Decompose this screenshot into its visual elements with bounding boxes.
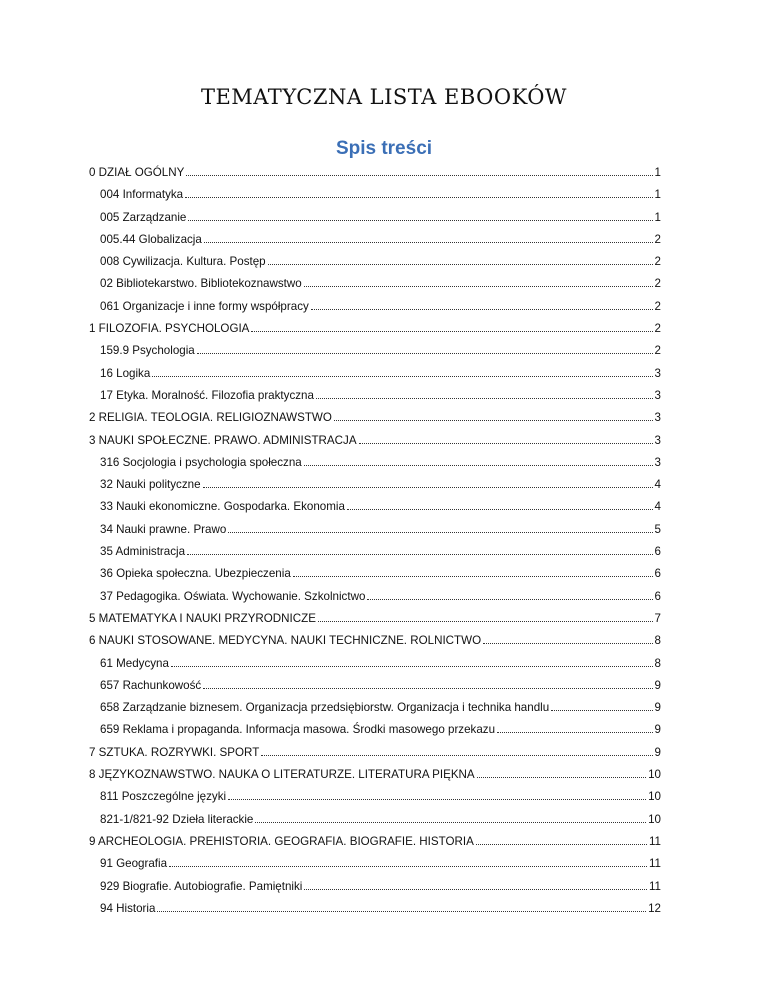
toc-entry-page-number: 1	[654, 210, 661, 224]
toc-entry[interactable]	[89, 679, 661, 701]
toc-entry-page-number: 9	[654, 745, 661, 759]
toc-entry[interactable]	[89, 277, 661, 299]
toc-entry-page-number: 5	[654, 522, 661, 536]
toc-entry[interactable]	[89, 367, 661, 389]
toc-entry-label: 004 Informatyka	[100, 188, 184, 202]
toc-entry[interactable]	[89, 233, 661, 255]
toc-entry-page-number: 7	[654, 611, 661, 625]
dot-leader	[497, 723, 653, 733]
toc-entry-label: 008 Cywilizacja. Kultura. Postęp	[100, 255, 266, 269]
dot-leader	[304, 880, 647, 890]
toc-entry[interactable]	[89, 590, 661, 612]
dot-leader	[255, 813, 646, 823]
toc-entry-page-number: 1	[654, 188, 661, 202]
toc-entry-label: 811 Poszczególne języki	[100, 790, 227, 804]
toc-entry-page-number: 9	[654, 701, 661, 715]
toc-entry-page-number: 8	[654, 656, 661, 670]
toc-entry-page-number: 2	[654, 299, 661, 313]
dot-leader	[152, 367, 652, 377]
toc-entry[interactable]	[89, 902, 661, 924]
toc-entry-page-number: 2	[654, 255, 661, 269]
dot-leader	[551, 701, 652, 711]
toc-entry-page-number: 9	[654, 678, 661, 692]
toc-entry[interactable]	[89, 389, 661, 411]
toc-entry-page-number: 8	[654, 634, 661, 648]
dot-leader	[251, 322, 652, 332]
toc-entry-label: 16 Logika	[100, 366, 151, 380]
toc-entry-label: 5 MATEMATYKA I NAUKI PRZYRODNICZE	[89, 611, 316, 625]
toc-entry-label: 02 Bibliotekarstwo. Bibliotekoznawstwo	[100, 277, 302, 291]
toc-entry-label: 005.44 Globalizacja	[100, 232, 202, 246]
toc-entry[interactable]	[89, 567, 661, 589]
table-of-contents	[89, 166, 661, 924]
toc-entry-label: 3 NAUKI SPOŁECZNE. PRAWO. ADMINISTRACJA	[89, 433, 357, 447]
toc-entry-label: 0 DZIAŁ OGÓLNY	[89, 166, 185, 179]
toc-entry[interactable]	[89, 657, 661, 679]
toc-entry-label: 9 ARCHEOLOGIA. PREHISTORIA. GEOGRAFIA. BIOGRAFIE. HISTORIA	[89, 834, 474, 848]
dot-leader	[359, 434, 653, 444]
toc-entry-page-number: 2	[654, 232, 661, 246]
toc-entry[interactable]	[89, 255, 661, 277]
toc-entry[interactable]	[89, 545, 661, 567]
toc-entry-page-number: 11	[648, 834, 661, 848]
dot-leader	[304, 456, 653, 466]
toc-entry-label: 17 Etyka. Moralność. Filozofia praktyczna	[100, 388, 314, 402]
toc-entry-page-number: 2	[654, 344, 661, 358]
toc-entry-page-number: 4	[654, 500, 661, 514]
dot-leader	[203, 478, 653, 488]
toc-entry-page-number: 3	[654, 433, 661, 447]
dot-leader	[261, 746, 652, 756]
toc-entry[interactable]	[89, 835, 661, 857]
toc-entry-label: 35 Administracja	[100, 545, 186, 559]
toc-entry-label: 34 Nauki prawne. Prawo	[100, 522, 227, 536]
toc-entry-label: 36 Opieka społeczna. Ubezpieczenia	[100, 567, 291, 581]
toc-entry[interactable]	[89, 701, 661, 723]
toc-entry-page-number: 1	[654, 166, 661, 179]
toc-entry[interactable]	[89, 411, 661, 433]
toc-entry[interactable]	[89, 880, 661, 902]
dot-leader	[169, 857, 647, 867]
dot-leader	[367, 590, 652, 600]
dot-leader	[186, 166, 652, 176]
dot-leader	[476, 835, 647, 845]
dot-leader	[293, 567, 653, 577]
dot-leader	[268, 255, 653, 265]
dot-leader	[188, 211, 652, 221]
dot-leader	[318, 612, 653, 622]
toc-entry[interactable]	[89, 344, 661, 366]
toc-heading: Spis treści	[335, 138, 433, 159]
toc-entry-label: 659 Reklama i propaganda. Informacja masowa. Środki masowego przekazu	[100, 723, 496, 737]
toc-entry[interactable]	[89, 612, 661, 634]
toc-entry-page-number: 9	[654, 723, 661, 737]
toc-entry-page-number: 2	[654, 277, 661, 291]
toc-entry-label: 6 NAUKI STOSOWANE. MEDYCYNA. NAUKI TECHNICZNE. ROLNICTWO	[89, 634, 482, 648]
toc-entry[interactable]	[89, 857, 661, 879]
toc-entry-label: 91 Geografia	[100, 857, 168, 871]
document-title: TEMATYCZNA LISTA EBOOKÓW	[200, 85, 568, 109]
toc-entry-label: 821-1/821-92 Dzieła literackie	[100, 812, 254, 826]
dot-leader	[185, 188, 652, 198]
toc-entry[interactable]	[89, 188, 661, 210]
toc-entry[interactable]	[89, 634, 661, 656]
dot-leader	[304, 277, 653, 287]
toc-entry-label: 61 Medycyna	[100, 656, 169, 670]
toc-entry-label: 7 SZTUKA. ROZRYWKI. SPORT	[89, 745, 260, 759]
toc-entry[interactable]	[89, 211, 661, 233]
toc-entry-label: 37 Pedagogika. Oświata. Wychowanie. Szkolnictwo	[100, 589, 366, 603]
dot-leader	[171, 657, 653, 667]
toc-entry[interactable]	[89, 746, 661, 768]
toc-entry-page-number: 3	[654, 411, 661, 425]
toc-entry-page-number: 6	[654, 589, 661, 603]
dot-leader	[228, 790, 646, 800]
toc-entry-page-number: 2	[654, 322, 661, 336]
toc-entry[interactable]	[89, 322, 661, 344]
toc-entry[interactable]	[89, 790, 661, 812]
toc-entry-label: 658 Zarządzanie biznesem. Organizacja przedsiębiorstw. Organizacja i technika handlu	[100, 701, 550, 715]
toc-entry-page-number: 3	[654, 455, 661, 469]
toc-entry[interactable]	[89, 456, 661, 478]
toc-entry-label: 005 Zarządzanie	[100, 210, 187, 224]
dot-leader	[477, 768, 646, 778]
toc-entry[interactable]	[89, 166, 661, 188]
toc-entry-label: 1 FILOZOFIA. PSYCHOLOGIA	[89, 322, 250, 336]
toc-entry-label: 159.9 Psychologia	[100, 344, 195, 358]
dot-leader	[316, 389, 653, 399]
toc-entry[interactable]	[89, 500, 661, 522]
toc-entry[interactable]	[89, 434, 661, 456]
toc-entry-page-number: 12	[648, 901, 661, 915]
dot-leader	[187, 545, 652, 555]
toc-entry-page-number: 10	[648, 812, 661, 826]
dot-leader	[203, 679, 652, 689]
toc-entry-label: 32 Nauki polityczne	[100, 478, 201, 492]
toc-entry-page-number: 4	[654, 478, 661, 492]
toc-entry[interactable]	[89, 723, 661, 745]
toc-entry[interactable]	[89, 478, 661, 500]
toc-entry-page-number: 3	[654, 366, 661, 380]
toc-entry-label: 316 Socjologia i psychologia społeczna	[100, 455, 302, 469]
dot-leader	[311, 300, 653, 310]
toc-entry-page-number: 3	[654, 388, 661, 402]
toc-entry-label: 8 JĘZYKOZNAWSTWO. NAUKA O LITERATURZE. LITERATURA PIĘKNA	[89, 768, 475, 782]
dot-leader	[228, 523, 652, 533]
dot-leader	[483, 634, 652, 644]
dot-leader	[347, 500, 653, 510]
toc-entry[interactable]	[89, 300, 661, 322]
toc-entry-label: 2 RELIGIA. TEOLOGIA. RELIGIOZNAWSTWO	[89, 411, 332, 425]
toc-entry-page-number: 11	[648, 879, 661, 893]
toc-entry-label: 94 Historia	[100, 901, 156, 915]
dot-leader	[204, 233, 653, 243]
toc-entry-label: 33 Nauki ekonomiczne. Gospodarka. Ekonomia	[100, 500, 345, 514]
toc-entry-label: 061 Organizacje i inne formy współpracy	[100, 299, 309, 313]
toc-entry[interactable]	[89, 523, 661, 545]
toc-entry-page-number: 6	[654, 567, 661, 581]
toc-entry[interactable]	[89, 768, 661, 790]
dot-leader	[197, 344, 653, 354]
toc-entry-page-number: 11	[648, 857, 661, 871]
toc-entry[interactable]	[89, 813, 661, 835]
toc-entry-page-number: 6	[654, 545, 661, 559]
toc-entry-label: 657 Rachunkowość	[100, 678, 202, 692]
dot-leader	[334, 411, 653, 421]
toc-entry-page-number: 10	[648, 768, 661, 782]
toc-entry-page-number: 10	[648, 790, 661, 804]
dot-leader	[157, 902, 646, 912]
toc-entry-label: 929 Biografie. Autobiografie. Pamiętniki	[100, 879, 303, 893]
